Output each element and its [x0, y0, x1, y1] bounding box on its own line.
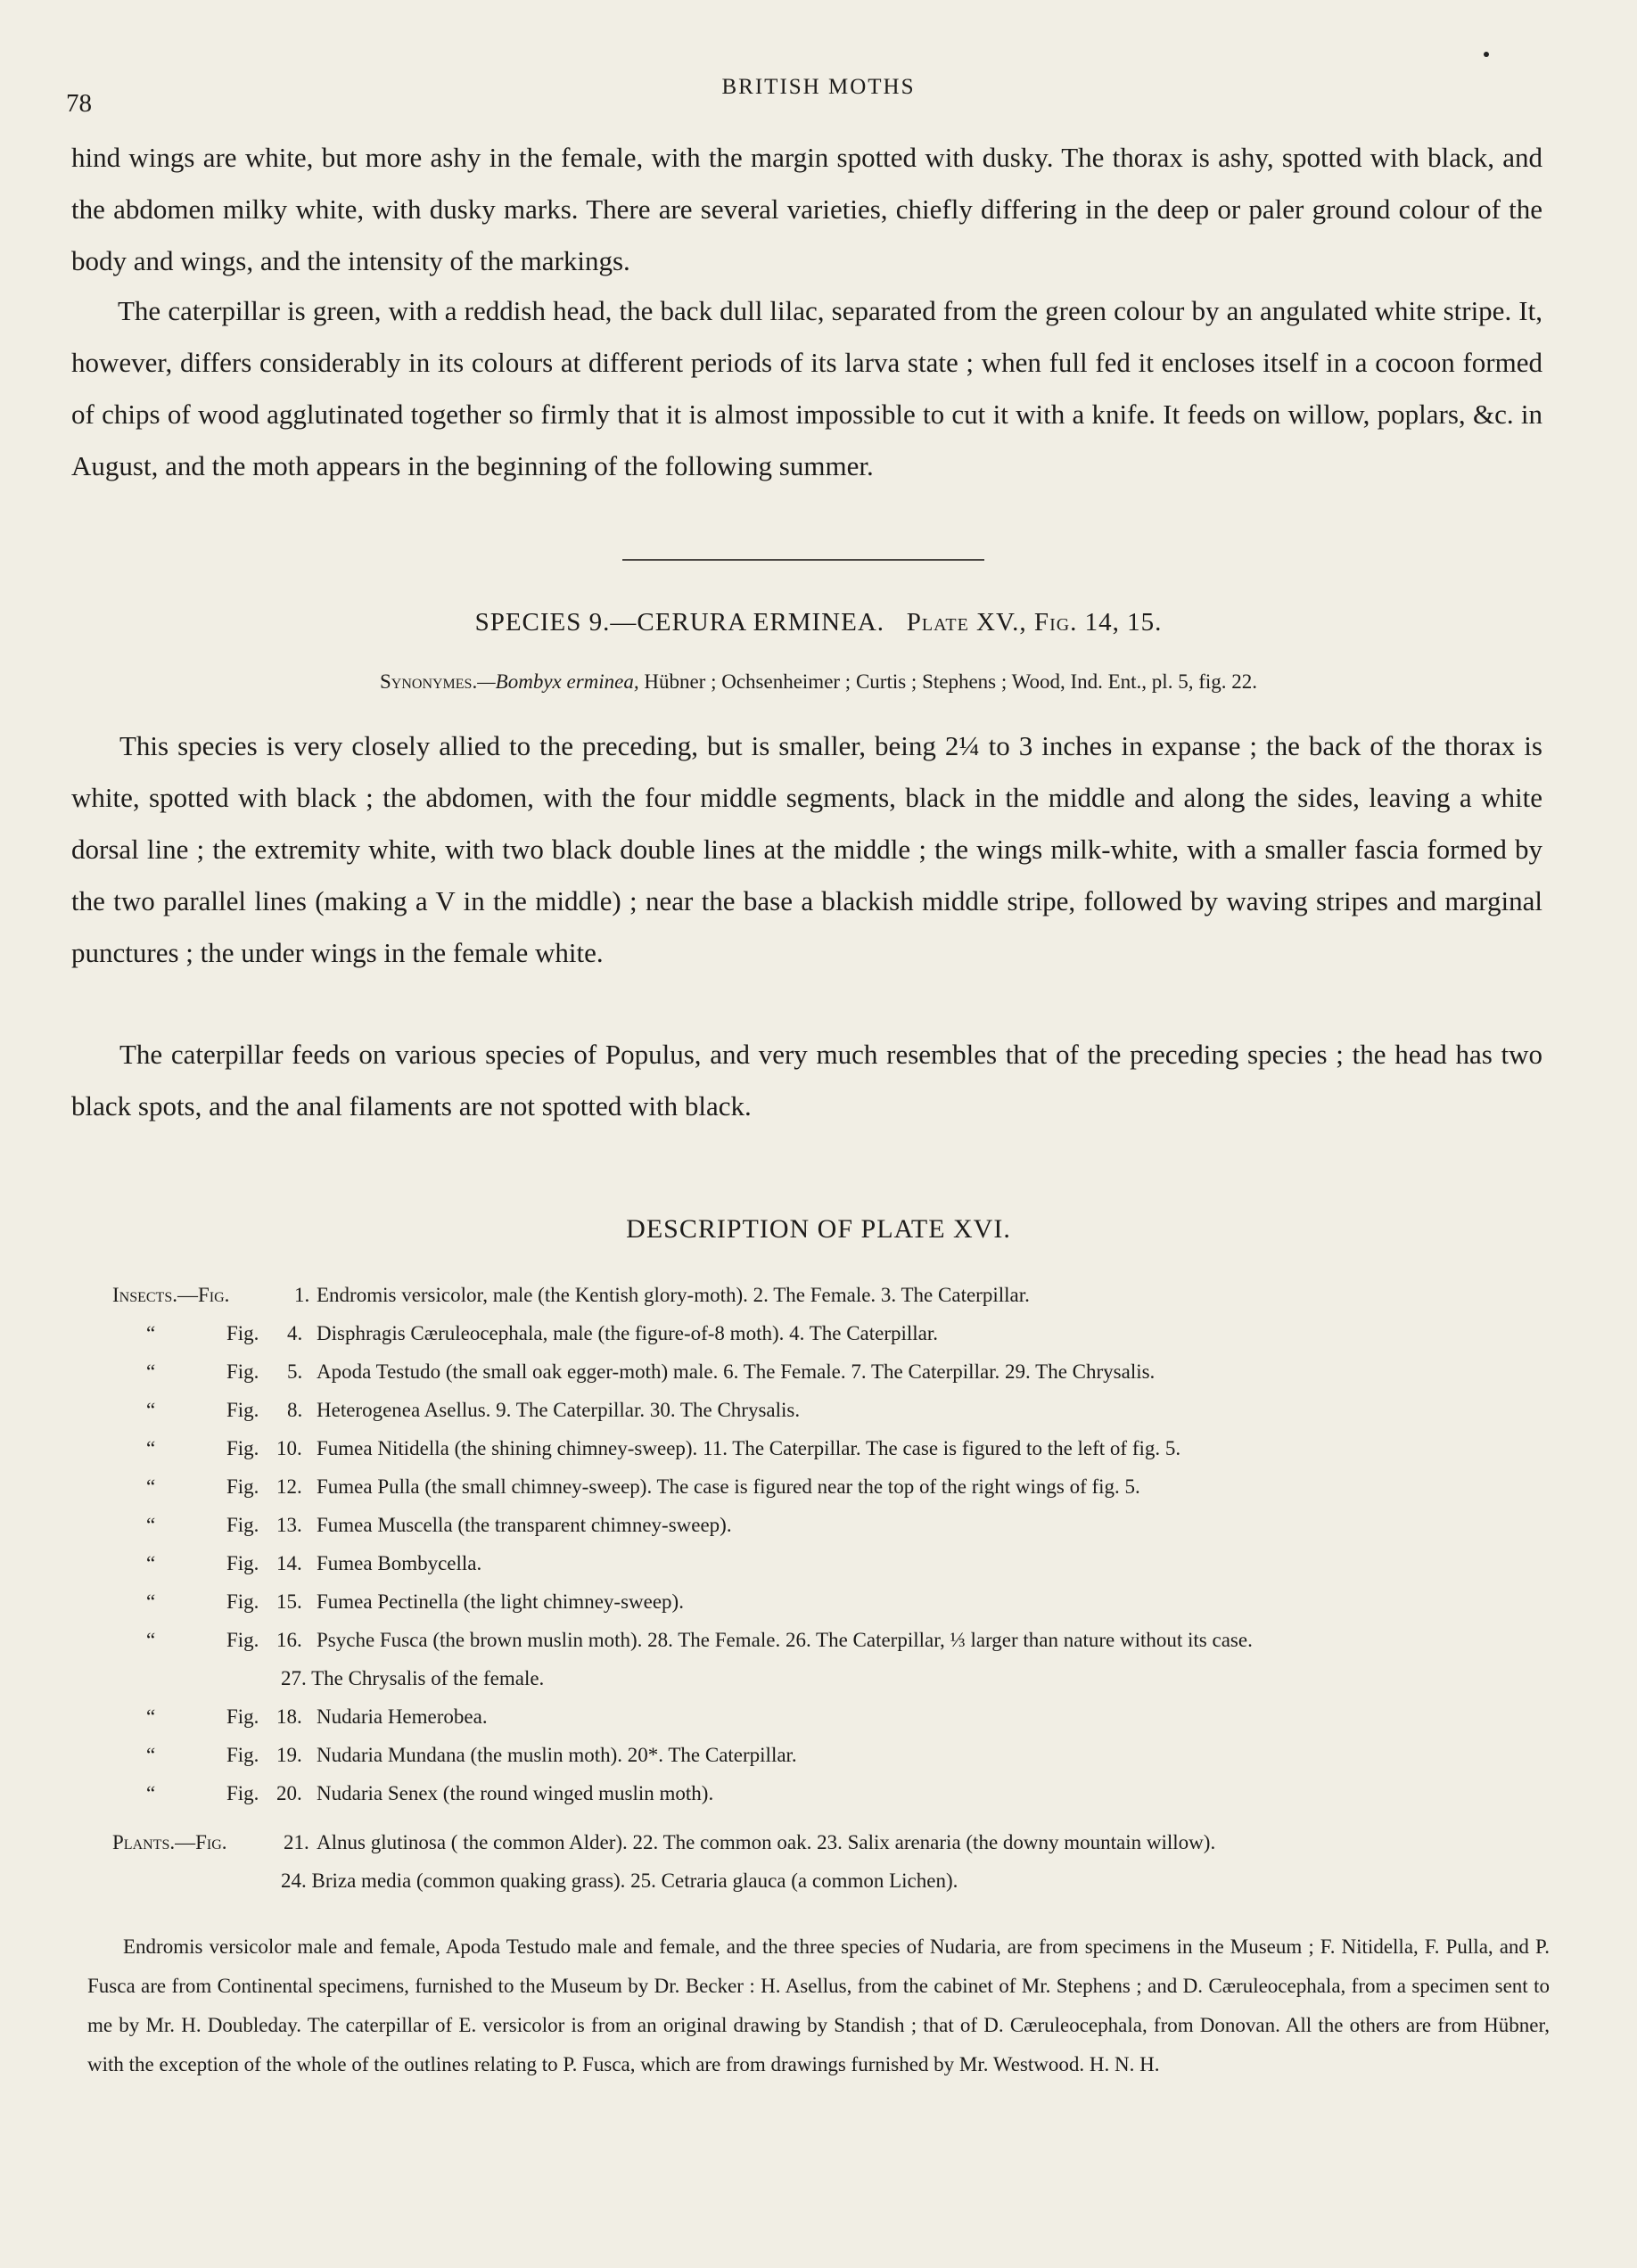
species-title: SPECIES 9.—CERURA ERMINEA. — [474, 608, 885, 637]
fig-number: 20. — [276, 1782, 302, 1804]
list-item — [0, 1667, 1637, 1705]
fig-text: Nudaria Hemerobea. — [317, 1705, 488, 1728]
fig-text: Fumea Pectinella (the light chimney-sweep). — [317, 1590, 684, 1613]
paragraph-1: hind wings are white, but more ashy in the female, with the margin spotted with dusky. The thorax is ashy, spotted with black, and the abdomen milky white, with dusky marks. There are several varieties, chiefly differing in the deep or paler ground colour of the body and wings, and the intensity of the markings. — [71, 142, 1542, 276]
fig-number: 15. — [276, 1590, 302, 1613]
plants-label: Plants.—Fig. — [112, 1831, 227, 1853]
ditto-mark: “ — [146, 1437, 156, 1459]
fig-word: Fig. — [226, 1475, 259, 1498]
list-item — [0, 1782, 1637, 1820]
closing-note: Endromis versicolor male and female, Apoda Testudo male and female, and the three species of Nudaria, are from specimens in the Museum ; F. Nitidella, F. Pulla, and P. Fusca are from Continental specimens, furnished to the Museum by Dr. Becker : H. Asellus, from the cabinet of Mr. Stephens ; and D. Cæruleocephala, from a specimen sent to me by Mr. H. Doubleday. The caterpillar of E. versicolor is from an original drawing by Standish ; that of D. Cæruleocephala, from Donovan. All the others are from Hübner, with the exception of the whole of the outlines relating to P. Fusca, which are from drawings furnished by Mr. Westwood. H. N. H. — [87, 1935, 1550, 2075]
plate-reference: Plate XV., Fig. 14, 15. — [906, 608, 1163, 637]
fig-number: 19. — [276, 1744, 302, 1766]
list-item — [0, 1399, 1637, 1436]
fig-text: 24. Briza media (common quaking grass). 25. Cetraria glauca (a common Lichen). — [281, 1869, 958, 1892]
section-divider — [622, 559, 984, 561]
fig-word: Fig. — [226, 1437, 259, 1459]
fig-number: 10. — [276, 1437, 302, 1459]
fig-text: 27. The Chrysalis of the female. — [281, 1667, 545, 1689]
fig-text: Fumea Pulla (the small chimney-sweep). The case is figured near the top of the right wings of fig. 5. — [317, 1475, 1140, 1498]
fig-number: 8. — [287, 1399, 303, 1421]
fig-number: 1. — [294, 1284, 310, 1306]
fig-number: 12. — [276, 1475, 302, 1498]
page-number: 78 — [66, 89, 92, 118]
ditto-mark: “ — [146, 1360, 156, 1383]
fig-text: Fumea Bombycella. — [317, 1552, 482, 1574]
ditto-mark: “ — [146, 1322, 156, 1344]
ditto-mark: “ — [146, 1475, 156, 1498]
fig-number: 5. — [287, 1360, 303, 1383]
fig-word: Fig. — [226, 1705, 259, 1728]
list-item — [0, 1284, 1637, 1321]
fig-number: 4. — [287, 1322, 303, 1344]
insects-label: Insects.—Fig. — [112, 1284, 230, 1306]
list-item — [0, 1869, 1637, 1907]
fig-text: Fumea Muscella (the transparent chimney-sweep). — [317, 1514, 732, 1536]
fig-word: Fig. — [226, 1782, 259, 1804]
fig-number: 13. — [276, 1514, 302, 1536]
paragraph-4: The caterpillar feeds on various species of Populus, and very much resembles that of the preceding species ; the head has two black spots, and the anal filaments are not spotted with black. — [71, 1039, 1542, 1122]
fig-text: Psyche Fusca (the brown muslin moth). 28. The Female. 26. The Caterpillar, ⅓ larger than nature without its case. — [317, 1629, 1253, 1651]
list-item — [0, 1629, 1637, 1666]
paragraph-3: This species is very closely allied to the preceding, but is smaller, being 2¼ to 3 inches in expanse ; the back of the thorax is white, spotted with black ; the abdomen, with the four middle segments, black in the middle and along the sides, leaving a white dorsal line ; the extremity white, with two black double lines at the middle ; the wings milk-white, with a smaller fascia formed by the two parallel lines (making a V in the middle) ; near the base a blackish middle stripe, followed by waving stripes and marginal punctures ; the under wings in the female white. — [71, 730, 1542, 968]
synonymes-name: —Bombyx erminea, — [477, 670, 639, 693]
list-item — [0, 1514, 1637, 1551]
fig-text: Nudaria Mundana (the muslin moth). 20*. The Caterpillar. — [317, 1744, 797, 1766]
list-item — [0, 1552, 1637, 1590]
fig-word: Fig. — [226, 1629, 259, 1651]
synonymes-label: Synonymes. — [379, 670, 478, 693]
fig-word: Fig. — [226, 1744, 259, 1766]
fig-text: Heterogenea Asellus. 9. The Caterpillar. 30. The Chrysalis. — [317, 1399, 801, 1421]
ditto-mark: “ — [146, 1629, 156, 1651]
list-item — [0, 1831, 1637, 1869]
list-item — [0, 1590, 1637, 1628]
fig-text: Endromis versicolor, male (the Kentish glory-moth). 2. The Female. 3. The Caterpillar. — [317, 1284, 1030, 1306]
list-item — [0, 1360, 1637, 1398]
fig-text: Nudaria Senex (the round winged muslin moth). — [317, 1782, 714, 1804]
fig-word: Fig. — [226, 1360, 259, 1383]
list-item — [0, 1475, 1637, 1513]
fig-number: 18. — [276, 1705, 302, 1728]
ditto-mark: “ — [146, 1399, 156, 1421]
fig-text: Alnus glutinosa ( the common Alder). 22. The common oak. 23. Salix arenaria (the downy mountain willow). — [317, 1831, 1216, 1853]
running-title: BRITISH MOTHS — [721, 75, 916, 99]
fig-word: Fig. — [226, 1514, 259, 1536]
list-item — [0, 1322, 1637, 1360]
paragraph-2: The caterpillar is green, with a reddish head, the back dull lilac, separated from the green colour by an angulated white stripe. It, however, differs considerably in its colours at different periods of its larva state ; when full fed it encloses itself in a cocoon formed of chips of wood agglutinated together so firmly that it is almost impossible to cut it with a knife. It feeds on willow, poplars, &c. in August, and the moth appears in the beginning of the following summer. — [71, 295, 1542, 481]
fig-text: Disphragis Cæruleocephala, male (the figure-of-8 moth). 4. The Caterpillar. — [317, 1322, 939, 1344]
list-item — [0, 1437, 1637, 1475]
ditto-mark: “ — [146, 1705, 156, 1728]
synonymes-line — [0, 670, 1637, 694]
fig-number: 16. — [276, 1629, 302, 1651]
fig-number: 14. — [276, 1552, 302, 1574]
fig-word: Fig. — [226, 1399, 259, 1421]
fig-word: Fig. — [226, 1552, 259, 1574]
list-item — [0, 1744, 1637, 1781]
species-heading — [0, 608, 1637, 637]
synonymes-authors: Hübner ; Ochsenheimer ; Curtis ; Stephens ; Wood, Ind. Ent., pl. 5, fig. 22. — [638, 670, 1258, 693]
ink-speck — [1484, 52, 1489, 57]
ditto-mark: “ — [146, 1514, 156, 1536]
fig-text: Fumea Nitidella (the shining chimney-sweep). 11. The Caterpillar. The case is figured to the left of fig. 5. — [317, 1437, 1181, 1459]
fig-text: Apoda Testudo (the small oak egger-moth) male. 6. The Female. 7. The Caterpillar. 29. The Chrysalis. — [317, 1360, 1156, 1383]
ditto-mark: “ — [146, 1590, 156, 1613]
fig-number: 21. — [284, 1831, 309, 1853]
ditto-mark: “ — [146, 1552, 156, 1574]
ditto-mark: “ — [146, 1744, 156, 1766]
list-item — [0, 1705, 1637, 1743]
fig-word: Fig. — [226, 1590, 259, 1613]
plate-description-title: DESCRIPTION OF PLATE XVI. — [626, 1214, 1011, 1244]
fig-word: Fig. — [226, 1322, 259, 1344]
ditto-mark: “ — [146, 1782, 156, 1804]
